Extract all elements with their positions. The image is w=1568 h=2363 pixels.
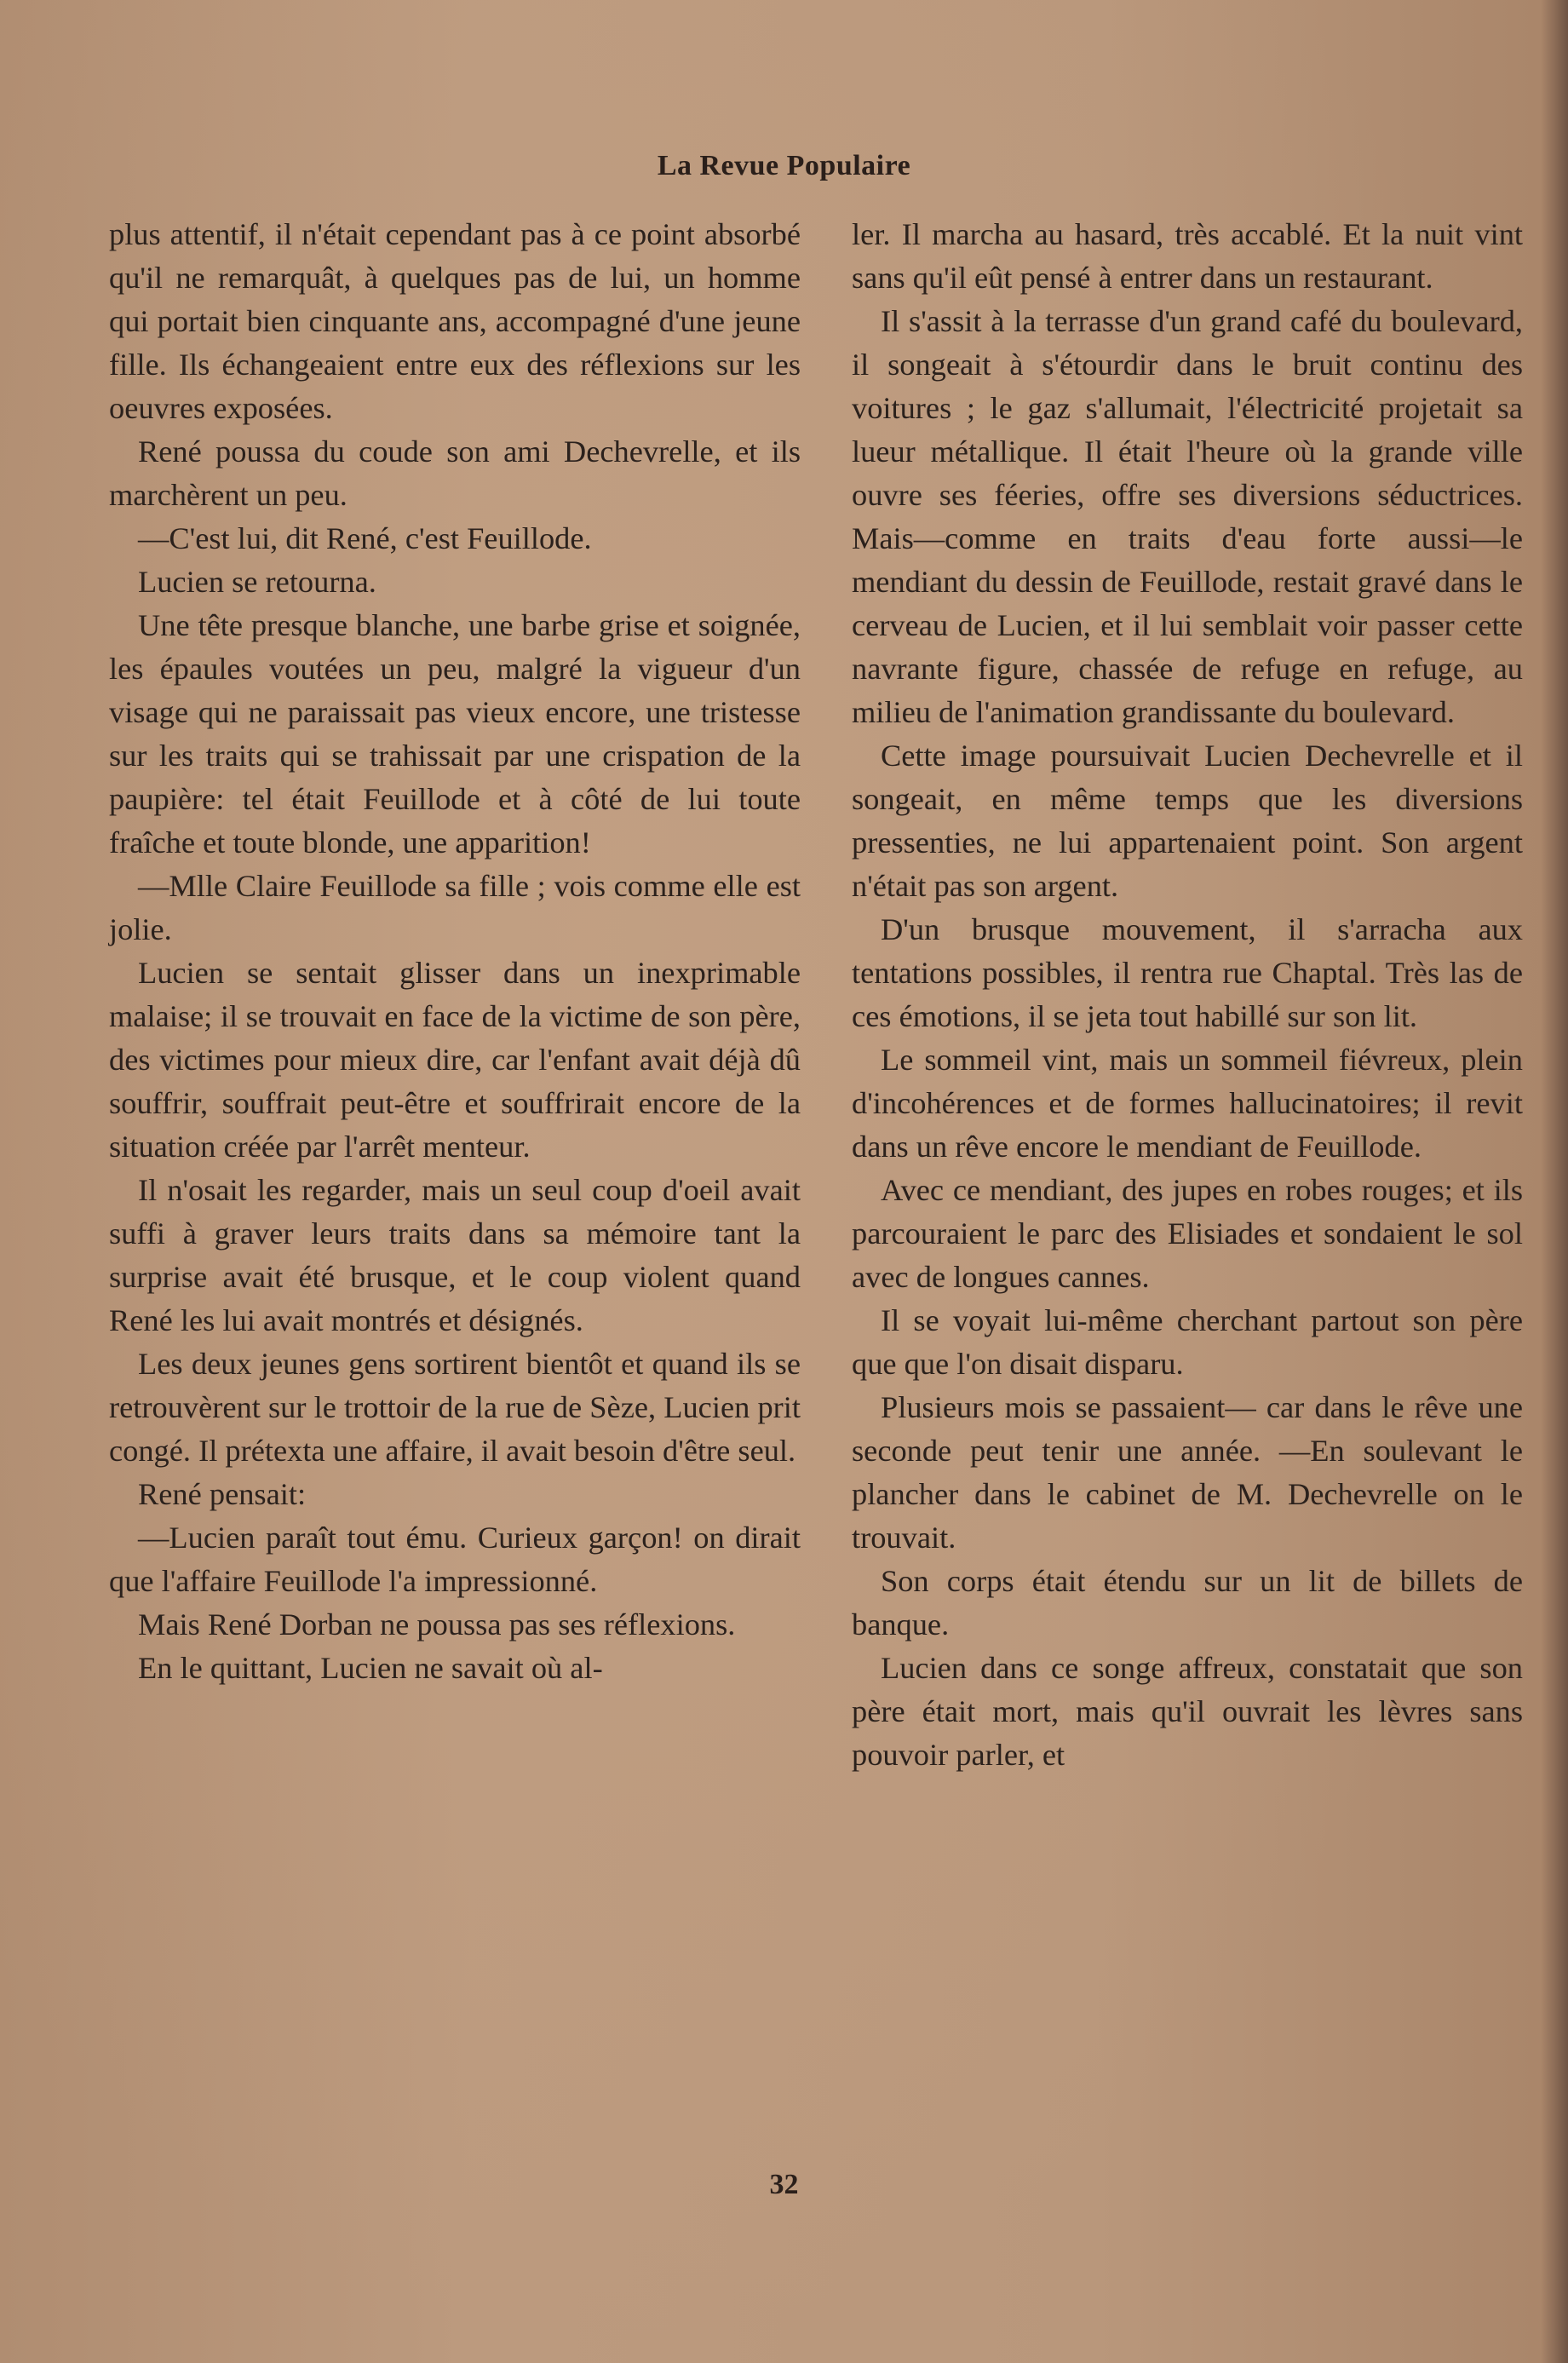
paragraph: Plusieurs mois se passaient— car dans le rêve une seconde peut tenir une année. —En soulevant le plancher dans le cabinet de M. Dechevrelle on le trouvait. (852, 1390, 1523, 1555)
paragraph: En le quittant, Lucien ne savait où al- (138, 1651, 603, 1685)
text-columns (109, 213, 1523, 2172)
paragraph: René poussa du coude son ami Dechevrelle, et ils marchèrent un peu. (109, 434, 801, 512)
paragraph: plus attentif, il n'était cependant pas à ce point absorbé qu'il ne remarquât, à quelques pas de lui, un homme qui portait bien cinquante ans, accompagné d'une jeune fille. Ils échangeaient entre eux des réflexions sur les oeuvres exposées. (109, 217, 801, 425)
paragraph: René pensait: (138, 1477, 307, 1511)
paragraph: Il s'assit à la terrasse d'un grand café du boulevard, il songeait à s'étourdir dans le bruit continu des voitures ; le gaz s'allumait, l'électricité projetait sa lueur métallique. Il était l'heure où la grande ville ouvre ses féeries, offre ses diversions séductrices. Mais—comme en traits d'eau forte aussi—le mendiant du dessin de Feuillode, restait gravé dans le cerveau de Lucien, et il lui semblait voir passer cette navrante figure, chassée de refuge en refuge, au milieu de l'animation grandissante du boulevard. (852, 304, 1523, 729)
paragraph: D'un brusque mouvement, il s'arracha aux tentations possibles, il rentra rue Chaptal. Très las de ces émotions, il se jeta tout habillé sur son lit. (852, 912, 1523, 1033)
paragraph: Lucien se sentait glisser dans un inexprimable malaise; il se trouvait en face de la victime de son père, des victimes pour mieux dire, car l'enfant avait déjà dû souffrir, souffrait peut-être et souffrirait encore de la situation créée par l'arrêt menteur. (109, 956, 801, 1164)
left-column (109, 213, 801, 1690)
paragraph: Il se voyait lui-même cherchant partout son père que que l'on disait disparu. (852, 1303, 1523, 1381)
page-number: 32 (769, 2169, 799, 2200)
paragraph: —Mlle Claire Feuillode sa fille ; vois comme elle est jolie. (109, 869, 801, 946)
right-column (852, 213, 1523, 1777)
paragraph: Le sommeil vint, mais un sommeil fiévreux, plein d'incohérences et de formes hallucinatoires; il revit dans un rêve encore le mendiant de Feuillode. (852, 1043, 1523, 1164)
paragraph: Il n'osait les regarder, mais un seul coup d'oeil avait suffi à graver leurs traits dans sa mémoire tant la surprise avait été brusque, et le coup violent quand René les lui avait montrés et désignés. (109, 1173, 801, 1337)
paragraph: Son corps était étendu sur un lit de billets de banque. (852, 1564, 1523, 1641)
paragraph: Lucien se retourna. (138, 565, 376, 599)
paragraph: Avec ce mendiant, des jupes en robes rouges; et ils parcouraient le parc des Elisiades et sondaient le sol avec de longues cannes. (852, 1173, 1523, 1294)
page-edge (1541, 0, 1568, 2363)
paragraph: —Lucien paraît tout ému. Curieux garçon! on dirait que l'affaire Feuillode l'a impressionné. (109, 1521, 801, 1598)
paragraph: Une tête presque blanche, une barbe grise et soignée, les épaules voutées un peu, malgré la vigueur d'un visage qui ne paraissait pas vieux encore, une tristesse sur les traits qui se trahissait par une crispation de la paupière: tel était Feuillode et à côté de lui toute fraîche et toute blonde, une apparition! (109, 608, 801, 860)
running-header: La Revue Populaire (657, 150, 911, 181)
paragraph: Mais René Dorban ne poussa pas ses réflexions. (138, 1607, 736, 1641)
paragraph: Lucien dans ce songe affreux, constatait que son père était mort, mais qu'il ouvrait les lèvres sans pouvoir parler, et (852, 1651, 1523, 1772)
paragraph: Cette image poursuivait Lucien Dechevrelle et il songeait, en même temps que les diversions pressenties, ne lui appartenaient point. Son argent n'était pas son argent. (852, 739, 1523, 903)
paragraph: —C'est lui, dit René, c'est Feuillode. (138, 521, 592, 555)
paragraph: Les deux jeunes gens sortirent bientôt et quand ils se retrouvèrent sur le trottoir de la rue de Sèze, Lucien prit congé. Il prétexta une affaire, il avait besoin d'être seul. (109, 1347, 801, 1468)
paragraph: ler. Il marcha au hasard, très accablé. Et la nuit vint sans qu'il eût pensé à entrer dans un restaurant. (852, 217, 1523, 295)
